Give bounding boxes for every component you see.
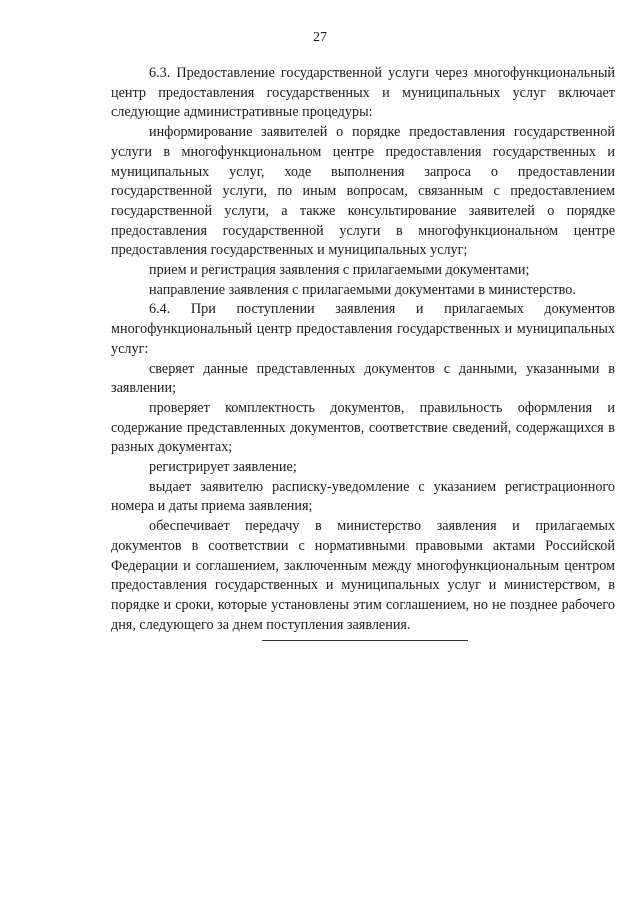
paragraph-receipt: выдает заявителю расписку-уведомление с указанием регистрационного номера и даты приема заявления; xyxy=(111,478,615,515)
paragraph-6-3: 6.3. Предоставление государственной услуги через многофункциональный центр предоставления государственных и муниципальных услуг включает следующие административные процедуры: xyxy=(111,65,615,121)
paragraph-verification: сверяет данные представленных документов с данными, указанными в заявлении; xyxy=(111,360,615,397)
paragraph-completeness: проверяет комплектность документов, правильность оформления и содержание представленных документов, соответствие сведений, содержащихся в разных документах; xyxy=(111,399,615,456)
paragraph-6-4: 6.4. При поступлении заявления и прилагаемых документов многофункциональный центр предоставления государственных и муниципальных услуг: xyxy=(111,301,615,357)
page-number: 27 xyxy=(313,30,327,45)
closing-divider xyxy=(262,640,468,641)
paragraph-informing: информирование заявителей о порядке предоставления государственной услуги в многофункциональном центре предоставления государственных и муниципальных услуг, ходе выполнения запроса о предоставлении государственной услуги, по иным вопросам, связанным с предоставлением государственной услуги, а также консультирование заявителей о порядке предоставления государственной услуги в многофункциональном центре предоставления государственных и муниципальных услуг; xyxy=(111,124,615,259)
paragraph-reception: прием и регистрация заявления с прилагаемыми документами; xyxy=(149,262,530,279)
paragraph-transfer: обеспечивает передачу в министерство заявления и прилагаемых документов в соответствии с нормативными правовыми актами Российской Федерации и соглашением, заключенным между многофункциональным центром предоставления государственных и муниципальных услуг и министерством, в порядке и сроки, которые установлены этим соглашением, но не позднее рабочего дня, следующего за днем поступления заявления. xyxy=(111,518,615,633)
paragraph-registration: регистрирует заявление; xyxy=(149,459,297,476)
document-body xyxy=(111,64,615,635)
paragraph-forwarding: направление заявления с прилагаемыми документами в министерство. xyxy=(149,281,576,298)
